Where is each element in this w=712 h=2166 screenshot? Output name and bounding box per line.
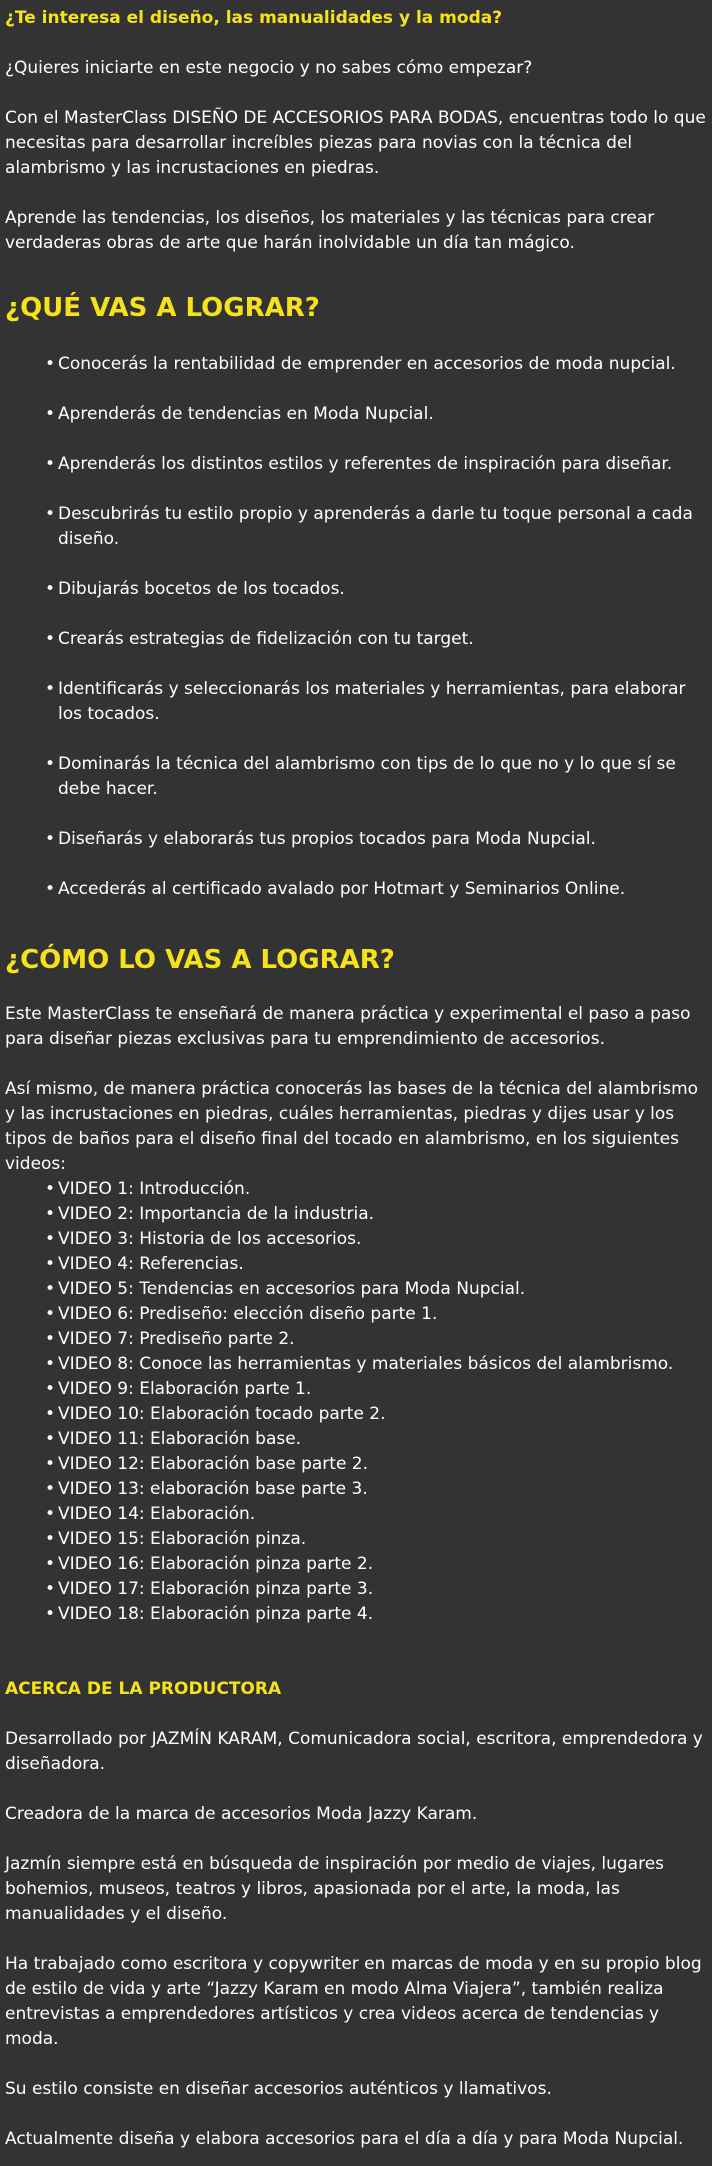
video-item: • VIDEO 11: Elaboración base. — [45, 1427, 708, 1452]
goal-item: • Aprenderás los distintos estilos y referentes de inspiración para diseñar. — [45, 452, 708, 477]
goal-item: • Aprenderás de tendencias en Moda Nupcial. — [45, 402, 708, 427]
producer-paragraph: Ha trabajado como escritora y copywriter en marcas de moda y en su propio blog de estilo de vida y arte “Jazzy Karam en modo Alma Viajera”, también realiza entrevistas a emprendedores artísticos y crea videos acerca de tendencias y moda. — [5, 1954, 702, 2049]
video-item: • VIDEO 1: Introducción. — [45, 1177, 708, 1202]
producer-paragraph: Desarrollado por JAZMÍN KARAM, Comunicadora social, escritora, emprendedora y diseñadora. — [5, 1729, 703, 1774]
producer-paragraph: Actualmente diseña y elabora accesorios para el día a día y para Moda Nupcial. — [5, 2129, 684, 2149]
video-item: • VIDEO 13: elaboración base parte 3. — [45, 1477, 708, 1502]
video-item: • VIDEO 6: Prediseño: elección diseño parte 1. — [45, 1302, 708, 1327]
video-item: • VIDEO 10: Elaboración tocado parte 2. — [45, 1402, 708, 1427]
video-item: • VIDEO 18: Elaboración pinza parte 4. — [45, 1602, 708, 1627]
goal-item: • Crearás estrategias de fidelización con tu target. — [45, 627, 708, 652]
producer-paragraph: Su estilo consiste en diseñar accesorios auténticos y llamativos. — [5, 2079, 552, 2099]
video-item: • VIDEO 2: Importancia de la industria. — [45, 1202, 708, 1227]
method-heading: ¿CÓMO LO VAS A LOGRAR? — [5, 945, 395, 975]
video-item: • VIDEO 12: Elaboración base parte 2. — [45, 1452, 708, 1477]
goals-list — [5, 352, 708, 902]
video-item: • VIDEO 16: Elaboración pinza parte 2. — [45, 1552, 708, 1577]
method-paragraph: Así mismo, de manera práctica conocerás las bases de la técnica del alambrismo y las incrustaciones en piedras, cuáles herramientas, piedras y dijes usar y los tipos de baños para el diseño final del tocado en alambrismo, en los siguientes videos: — [5, 1079, 699, 1174]
producer-heading: ACERCA DE LA PRODUCTORA — [5, 1679, 282, 1699]
goal-item: • Diseñarás y elaborarás tus propios tocados para Moda Nupcial. — [45, 827, 708, 852]
producer-paragraph: Creadora de la marca de accesorios Moda Jazzy Karam. — [5, 1804, 478, 1824]
goal-item: • Descubrirás tu estilo propio y aprenderás a darle tu toque personal a cada diseño. — [45, 502, 708, 552]
video-item: • VIDEO 4: Referencias. — [45, 1252, 708, 1277]
intro-paragraph: ¿Quieres iniciarte en este negocio y no sabes cómo empezar? — [5, 58, 533, 78]
video-item: • VIDEO 8: Conoce las herramientas y materiales básicos del alambrismo. — [45, 1352, 708, 1377]
goal-item: • Accederás al certificado avalado por Hotmart y Seminarios Online. — [45, 877, 708, 902]
goal-item: • Dominarás la técnica del alambrismo con tips de lo que no y lo que sí se debe hacer. — [45, 752, 708, 802]
video-item: • VIDEO 3: Historia de los accesorios. — [45, 1227, 708, 1252]
video-item: • VIDEO 17: Elaboración pinza parte 3. — [45, 1577, 708, 1602]
intro-paragraph: Con el MasterClass DISEÑO DE ACCESORIOS PARA BODAS, encuentras todo lo que necesitas para desarrollar increíbles piezas para novias con la técnica del alambrismo y las incrustaciones en piedras. — [5, 108, 706, 178]
video-list — [5, 1177, 708, 1627]
goal-item: • Identificarás y seleccionarás los materiales y herramientas, para elaborar los tocados. — [45, 677, 708, 727]
video-item: • VIDEO 15: Elaboración pinza. — [45, 1527, 708, 1552]
goal-item: • Conocerás la rentabilidad de emprender en accesorios de moda nupcial. — [45, 352, 708, 377]
intro-question: ¿Te interesa el diseño, las manualidades y la moda? — [5, 8, 503, 28]
goal-item: • Dibujarás bocetos de los tocados. — [45, 577, 708, 602]
video-item: • VIDEO 9: Elaboración parte 1. — [45, 1377, 708, 1402]
producer-paragraph: Jazmín siempre está en búsqueda de inspiración por medio de viajes, lugares bohemios, museos, teatros y libros, apasionada por el arte, la moda, las manualidades y el diseño. — [5, 1854, 665, 1924]
video-item: • VIDEO 14: Elaboración. — [45, 1502, 708, 1527]
intro-paragraph: Aprende las tendencias, los diseños, los materiales y las técnicas para crear verdaderas obras de arte que harán inolvidable un día tan mágico. — [5, 208, 655, 253]
video-item: • VIDEO 5: Tendencias en accesorios para Moda Nupcial. — [45, 1277, 708, 1302]
goals-heading: ¿QUÉ VAS A LOGRAR? — [5, 293, 320, 323]
video-item: • VIDEO 7: Prediseño parte 2. — [45, 1327, 708, 1352]
method-paragraph: Este MasterClass te enseñará de manera práctica y experimental el paso a paso para diseñar piezas exclusivas para tu emprendimiento de accesorios. — [5, 1004, 691, 1049]
